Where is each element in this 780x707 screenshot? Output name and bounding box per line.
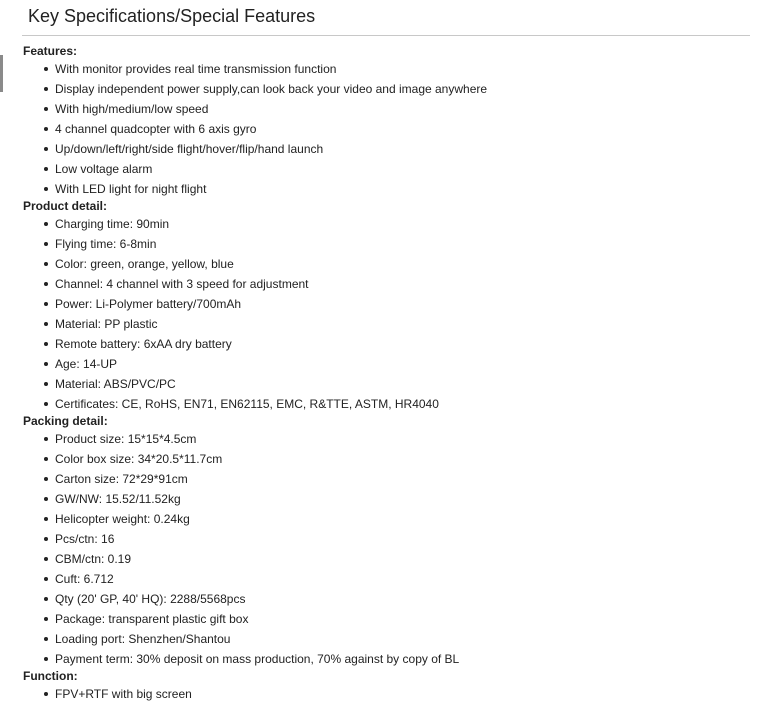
list-item — [23, 334, 763, 354]
spec-section — [23, 199, 763, 414]
list-item — [23, 179, 763, 199]
list-item-text: Display independent power supply,can look back your video and image anywhere — [55, 82, 488, 96]
list-item-text: Color: green, orange, yellow, blue — [55, 257, 234, 271]
bullet-icon — [44, 322, 48, 326]
list-item-text: Material: PP plastic — [55, 317, 158, 331]
list-item — [23, 429, 763, 449]
list-item-text: Loading port: Shenzhen/Shantou — [55, 632, 231, 646]
list-item-text: Qty (20' GP, 40' HQ): 2288/5568pcs — [55, 592, 246, 606]
list-item — [23, 549, 763, 569]
bullet-icon — [44, 497, 48, 501]
bullet-icon — [44, 302, 48, 306]
list-item — [23, 569, 763, 589]
bullet-icon — [44, 477, 48, 481]
bullet-icon — [44, 67, 48, 71]
bullet-icon — [44, 457, 48, 461]
list-item — [23, 274, 763, 294]
list-item-text: Package: transparent plastic gift box — [55, 612, 249, 626]
list-item-text: Up/down/left/right/side flight/hover/flip/hand launch — [55, 142, 324, 156]
bullet-icon — [44, 362, 48, 366]
list-item — [23, 79, 763, 99]
bullet-icon — [44, 187, 48, 191]
bullet-icon — [44, 537, 48, 541]
list-item — [23, 234, 763, 254]
bullet-icon — [44, 342, 48, 346]
list-item-text: Power: Li-Polymer battery/700mAh — [55, 297, 242, 311]
list-item — [23, 509, 763, 529]
bullet-icon — [44, 597, 48, 601]
spec-content — [23, 44, 763, 704]
list-item — [23, 469, 763, 489]
list-item — [23, 99, 763, 119]
list-item-text: With LED light for night flight — [55, 182, 207, 196]
list-item — [23, 139, 763, 159]
bullet-list — [23, 59, 763, 199]
bullet-icon — [44, 637, 48, 641]
list-item-text: FPV+RTF with big screen — [55, 687, 192, 701]
list-item — [23, 629, 763, 649]
section-heading: Packing detail: — [23, 414, 108, 428]
list-item — [23, 159, 763, 179]
list-item-text: Certificates: CE, RoHS, EN71, EN62115, EMC, R&TTE, ASTM, HR4040 — [55, 397, 439, 411]
list-item — [23, 119, 763, 139]
list-item — [23, 609, 763, 629]
list-item-text: Charging time: 90min — [55, 217, 170, 231]
list-item — [23, 354, 763, 374]
list-item — [23, 314, 763, 334]
list-item — [23, 254, 763, 274]
section-heading: Product detail: — [23, 199, 108, 213]
bullet-icon — [44, 262, 48, 266]
list-item-text: Helicopter weight: 0.24kg — [55, 512, 190, 526]
section-heading: Features: — [23, 44, 78, 58]
bullet-icon — [44, 127, 48, 131]
bullet-icon — [44, 242, 48, 246]
list-item-text: With high/medium/low speed — [55, 102, 209, 116]
list-item — [23, 684, 763, 704]
bullet-icon — [44, 617, 48, 621]
bullet-icon — [44, 692, 48, 696]
list-item — [23, 394, 763, 414]
list-item — [23, 449, 763, 469]
bullet-list — [23, 429, 763, 669]
list-item-text: Cuft: 6.712 — [55, 572, 114, 586]
list-item-text: CBM/ctn: 0.19 — [55, 552, 132, 566]
list-item-text: With monitor provides real time transmission function — [55, 62, 337, 76]
bullet-icon — [44, 167, 48, 171]
bullet-icon — [44, 147, 48, 151]
list-item-text: Pcs/ctn: 16 — [55, 532, 115, 546]
list-item — [23, 529, 763, 549]
spec-section — [23, 44, 763, 199]
bullet-icon — [44, 577, 48, 581]
page-title: Key Specifications/Special Features — [28, 6, 316, 26]
bullet-icon — [44, 107, 48, 111]
list-item — [23, 214, 763, 234]
bullet-icon — [44, 402, 48, 406]
list-item-text: 4 channel quadcopter with 6 axis gyro — [55, 122, 257, 136]
left-edge-marker — [0, 55, 3, 92]
list-item — [23, 649, 763, 669]
section-heading: Function: — [23, 669, 78, 683]
list-item-text: Flying time: 6-8min — [55, 237, 157, 251]
list-item — [23, 294, 763, 314]
spec-section — [23, 414, 763, 669]
list-item-text: Channel: 4 channel with 3 speed for adjustment — [55, 277, 309, 291]
bullet-icon — [44, 657, 48, 661]
list-item — [23, 374, 763, 394]
list-item-text: GW/NW: 15.52/11.52kg — [55, 492, 181, 506]
list-item — [23, 489, 763, 509]
list-item-text: Payment term: 30% deposit on mass production, 70% against by copy of BL — [55, 652, 460, 666]
list-item — [23, 589, 763, 609]
bullet-icon — [44, 87, 48, 91]
bullet-icon — [44, 382, 48, 386]
bullet-list — [23, 214, 763, 414]
section-header — [22, 0, 750, 36]
bullet-list — [23, 684, 763, 704]
list-item-text: Color box size: 34*20.5*11.7cm — [55, 452, 223, 466]
bullet-icon — [44, 282, 48, 286]
list-item-text: Carton size: 72*29*91cm — [55, 472, 188, 486]
spec-section — [23, 669, 763, 704]
list-item-text: Product size: 15*15*4.5cm — [55, 432, 197, 446]
bullet-icon — [44, 222, 48, 226]
list-item — [23, 59, 763, 79]
bullet-icon — [44, 437, 48, 441]
bullet-icon — [44, 517, 48, 521]
list-item-text: Material: ABS/PVC/PC — [55, 377, 176, 391]
list-item-text: Low voltage alarm — [55, 162, 153, 176]
bullet-icon — [44, 557, 48, 561]
list-item-text: Remote battery: 6xAA dry battery — [55, 337, 232, 351]
list-item-text: Age: 14-UP — [55, 357, 118, 371]
